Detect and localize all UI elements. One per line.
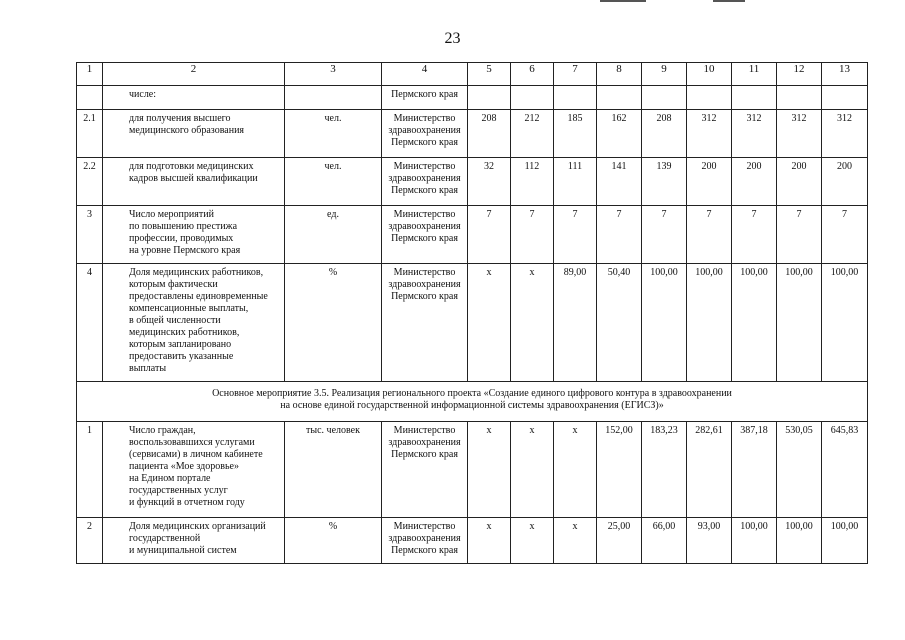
row-number: 2 <box>77 518 103 564</box>
row-number: 2.1 <box>77 110 103 158</box>
responsible: Министерство здравоохранения Пермского края <box>382 110 468 158</box>
value-cell: х <box>554 422 597 518</box>
value-cell: 208 <box>468 110 511 158</box>
value-cell: 312 <box>732 110 777 158</box>
value-cell: 50,40 <box>597 264 642 382</box>
value-cell: х <box>468 518 511 564</box>
responsible: Министерство здравоохранения Пермского края <box>382 518 468 564</box>
table-row <box>77 86 868 110</box>
value-cell: 7 <box>642 206 687 264</box>
unit: тыс. человек <box>285 422 382 518</box>
unit <box>285 86 382 110</box>
header-cell: 3 <box>285 63 382 86</box>
value-cell: 185 <box>554 110 597 158</box>
value-cell: 32 <box>468 158 511 206</box>
header-cell: 2 <box>103 63 285 86</box>
responsible: Пермского края <box>382 86 468 110</box>
value-cell <box>468 86 511 110</box>
value-cell <box>822 86 868 110</box>
value-cell: 212 <box>511 110 554 158</box>
value-cell: 200 <box>822 158 868 206</box>
value-cell: х <box>511 422 554 518</box>
value-cell: 645,83 <box>822 422 868 518</box>
indicator-name: Число граждан, воспользовавшихся услугами (сервисами) в личном кабинете пациента «Мое здоровье» на Едином портале государственных услуг и функций в отчетном году <box>103 422 285 518</box>
table-row <box>77 264 868 382</box>
header-cell: 10 <box>687 63 732 86</box>
header-cell: 8 <box>597 63 642 86</box>
value-cell: 100,00 <box>732 518 777 564</box>
value-cell: 162 <box>597 110 642 158</box>
value-cell: 7 <box>554 206 597 264</box>
indicator-name: для подготовки медицинских кадров высшей квалификации <box>103 158 285 206</box>
header-cell: 13 <box>822 63 868 86</box>
header-cell: 4 <box>382 63 468 86</box>
page-number: 23 <box>444 30 461 47</box>
header-cell: 9 <box>642 63 687 86</box>
value-cell: х <box>554 518 597 564</box>
value-cell: 7 <box>732 206 777 264</box>
indicators-table <box>76 62 868 564</box>
row-number: 4 <box>77 264 103 382</box>
value-cell: 100,00 <box>822 264 868 382</box>
section-title: Основное мероприятие 3.5. Реализация регионального проекта «Создание единого цифрового контура в здравоохранении на основе единой государственной информационной системы здравоохранения (ЕГИСЗ)» <box>77 382 868 422</box>
indicator-name: Число мероприятий по повышению престижа профессии, проводимых на уровне Пермского края <box>103 206 285 264</box>
table-row <box>77 110 868 158</box>
value-cell: х <box>468 264 511 382</box>
value-cell <box>511 86 554 110</box>
row-number: 1 <box>77 422 103 518</box>
unit: % <box>285 264 382 382</box>
value-cell: 100,00 <box>822 518 868 564</box>
responsible: Министерство здравоохранения Пермского края <box>382 206 468 264</box>
value-cell: 7 <box>511 206 554 264</box>
indicator-name: Доля медицинских организаций государственной и муниципальной систем <box>103 518 285 564</box>
value-cell: 312 <box>687 110 732 158</box>
value-cell: 66,00 <box>642 518 687 564</box>
value-cell: 141 <box>597 158 642 206</box>
row-number: 3 <box>77 206 103 264</box>
value-cell: 200 <box>687 158 732 206</box>
value-cell: х <box>511 264 554 382</box>
value-cell: 208 <box>642 110 687 158</box>
value-cell: 183,23 <box>642 422 687 518</box>
value-cell <box>777 86 822 110</box>
unit: ед. <box>285 206 382 264</box>
row-number: 2.2 <box>77 158 103 206</box>
value-cell: 152,00 <box>597 422 642 518</box>
section-row <box>77 382 868 422</box>
scan-mark <box>600 0 646 2</box>
header-row <box>77 63 868 86</box>
value-cell: х <box>468 422 511 518</box>
value-cell: 100,00 <box>777 518 822 564</box>
responsible: Министерство здравоохранения Пермского края <box>382 264 468 382</box>
value-cell: 312 <box>777 110 822 158</box>
header-cell: 11 <box>732 63 777 86</box>
table-row <box>77 518 868 564</box>
value-cell: 89,00 <box>554 264 597 382</box>
value-cell: 200 <box>777 158 822 206</box>
table-row <box>77 422 868 518</box>
value-cell: 530,05 <box>777 422 822 518</box>
value-cell: 100,00 <box>777 264 822 382</box>
indicator-name: для получения высшего медицинского образования <box>103 110 285 158</box>
value-cell: х <box>511 518 554 564</box>
unit: чел. <box>285 158 382 206</box>
value-cell: 200 <box>732 158 777 206</box>
table-row <box>77 158 868 206</box>
value-cell: 100,00 <box>687 264 732 382</box>
value-cell <box>642 86 687 110</box>
value-cell: 7 <box>687 206 732 264</box>
value-cell: 111 <box>554 158 597 206</box>
table-row <box>77 206 868 264</box>
value-cell: 282,61 <box>687 422 732 518</box>
responsible: Министерство здравоохранения Пермского края <box>382 422 468 518</box>
value-cell <box>597 86 642 110</box>
value-cell: 112 <box>511 158 554 206</box>
value-cell: 7 <box>597 206 642 264</box>
unit: чел. <box>285 110 382 158</box>
indicator-name: числе: <box>103 86 285 110</box>
row-number <box>77 86 103 110</box>
value-cell: 100,00 <box>732 264 777 382</box>
value-cell: 25,00 <box>597 518 642 564</box>
header-cell: 7 <box>554 63 597 86</box>
value-cell: 7 <box>822 206 868 264</box>
value-cell: 100,00 <box>642 264 687 382</box>
responsible: Министерство здравоохранения Пермского края <box>382 158 468 206</box>
value-cell: 312 <box>822 110 868 158</box>
value-cell: 387,18 <box>732 422 777 518</box>
value-cell: 139 <box>642 158 687 206</box>
scan-mark <box>713 0 745 2</box>
value-cell <box>687 86 732 110</box>
value-cell <box>732 86 777 110</box>
header-cell: 12 <box>777 63 822 86</box>
value-cell <box>554 86 597 110</box>
value-cell: 7 <box>468 206 511 264</box>
header-cell: 1 <box>77 63 103 86</box>
unit: % <box>285 518 382 564</box>
indicator-name: Доля медицинских работников, которым фактически предоставлены единовременные компенсационные выплаты, в общей численности медицинских работников, которым запланировано предоставить указанные выплаты <box>103 264 285 382</box>
header-cell: 6 <box>511 63 554 86</box>
value-cell: 93,00 <box>687 518 732 564</box>
value-cell: 7 <box>777 206 822 264</box>
header-cell: 5 <box>468 63 511 86</box>
